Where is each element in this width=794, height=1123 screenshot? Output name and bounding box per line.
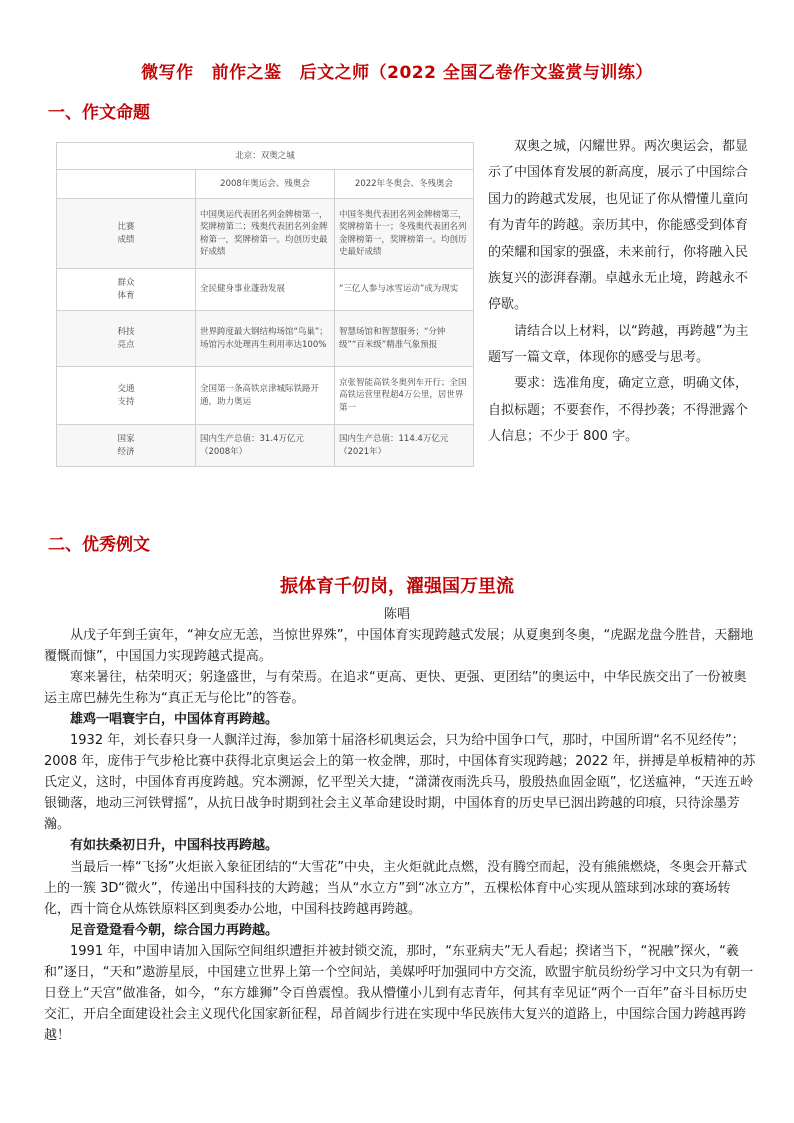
essay-subheading: 雄鸡一唱寰宇白，中国体育再跨越。 — [70, 712, 279, 728]
table-row-results — [57, 199, 474, 269]
table-cell: 京张智能高铁冬奥列车开行；全国高铁运营里程超4万公里，居世界第一 — [335, 367, 474, 425]
table-header-2022: 2022年冬奥会、冬残奥会 — [335, 170, 474, 199]
table-cell: 国内生产总值：114.4万亿元（2021年） — [335, 425, 474, 467]
table-row-technology — [57, 311, 474, 367]
row-label: 群众 体育 — [57, 269, 196, 311]
table-cell: “三亿人参与冰雪运动”成为现实 — [335, 269, 474, 311]
document-title — [0, 58, 794, 83]
essay-subheading: 足音跫跫看今朝，综合国力再跨越。 — [70, 922, 279, 938]
table-row-transport — [57, 367, 474, 425]
section-heading-prompt: 一、作文命题 — [48, 103, 150, 123]
row-label: 交通 支持 — [57, 367, 196, 425]
material-table-image — [56, 142, 474, 467]
prompt-paragraph: 双奥之城，闪耀世界。两次奥运会，都显示了中国体育发展的新高度，展示了中国综合国力的跨越式发展，也见证了你从懵懂儿童向有为青年的跨越。亲历其中，你能感受到体育的荣耀和国家的强盛，未来前行，你将融入民族复兴的澎湃春潮。卓越永无止境，跨越永不停歇。 — [488, 139, 749, 313]
essay-paragraph: 1932 年，刘长春只身一人飘洋过海，参加第十届洛杉矶奥运会，只为给中国争口气，那时，中国所谓“名不见经传”；2008 年，庞伟于气步枪比赛中获得北京奥运会上的第一枚金牌，那时，中国体育实现跨越；2022 年，拼搏是单板精神的苏氏定义，这时，中国体育再度跨越。究本溯源，忆平型关大捷，“潇潇夜雨洗兵马，殷殷热血固金瓯”，忆送瘟神，“天连五岭银锄落，地动三河铁臂摇”，从抗日战争时期到社会主义革命建设时期，中国体育的历史早已洇出跨越的印痕，只待涂墨芳瀚。 — [44, 733, 756, 833]
table-corner-cell — [57, 170, 196, 199]
table-row-mass-sports — [57, 269, 474, 311]
prompt-requirements: 要求：选准角度，确定立意，明确文体，自拟标题；不要套作，不得抄袭；不得泄露个人信息；不少于 800 字。 — [488, 376, 749, 445]
table-cell: 全民健身事业蓬勃发展 — [196, 269, 335, 311]
table-cell: 国内生产总值：31.4万亿元（2008年） — [196, 425, 335, 467]
title-part-2: 前作之鉴 — [211, 63, 282, 83]
table-cell: 中国冬奥代表团名列金牌榜第三，奖牌榜第十一；冬残奥代表团名列金牌榜第一，奖牌榜第一。均创历史最好成绩 — [335, 199, 474, 269]
prompt-text — [488, 134, 750, 451]
table-cell: 世界跨度最大钢结构场馆“鸟巢”；场馆污水处理再生利用率达100% — [196, 311, 335, 367]
table-row-economy — [57, 425, 474, 467]
material-table — [56, 142, 474, 467]
essay-title: 振体育千仞岗，濯强国万里流 — [280, 576, 514, 597]
title-part-3: 后文之师（2022 全国乙卷作文鉴赏与训练） — [299, 63, 653, 83]
table-header-2008: 2008年奥运会、残奥会 — [196, 170, 335, 199]
essay-paragraph: 从戊子年到壬寅年，“神女应无恙，当惊世界殊”，中国体育实现跨越式发展；从夏奥到冬奥，“虎踞龙盘今胜昔，天翻地覆慨而慷”，中国国力实现跨越式提高。 — [44, 628, 754, 665]
section-heading-example: 二、优秀例文 — [48, 535, 150, 555]
row-label: 科技 亮点 — [57, 311, 196, 367]
row-label: 比赛 成绩 — [57, 199, 196, 269]
essay-body — [44, 625, 756, 1046]
essay-author: 陈唱 — [383, 607, 410, 622]
table-cell: 全国第一条高铁京津城际铁路开通，助力奥运 — [196, 367, 335, 425]
table-cell: 智慧场馆和智慧服务；“分钟级”“百米级”精准气象预报 — [335, 311, 474, 367]
prompt-paragraph: 请结合以上材料，以“跨越，再跨越”为主题写一篇文章，体现你的感受与思考。 — [488, 323, 749, 365]
row-label: 国家 经济 — [57, 425, 196, 467]
table-cell: 中国奥运代表团名列金牌榜第一，奖牌榜第二；残奥代表团名列金牌榜第一，奖牌榜第一。均创历史最好成绩 — [196, 199, 335, 269]
essay-paragraph: 1991 年，中国申请加入国际空间组织遭拒并被封锁交流，那时，“东亚病夫”无人看起；揆诸当下，“祝融”探火，“羲和”逐日，“天和”遨游星辰，中国建立世界上第一个空间站，美媒呼吁加强同中方交流，欧盟宇航员纷纷学习中文只为有朝一日登上“天宫”做准备，如今，“东方雄狮”令百兽震惶。我从懵懂小儿到有志青年，何其有幸见证“两个一百年”奋斗目标历史交汇，开启全面建设社会主义现代化国家新征程，昂首阔步行进在实现中华民族伟大复兴的道路上，中国综合国力跨越再跨越！ — [44, 943, 754, 1043]
essay-paragraph: 当最后一棒“飞扬”火炬嵌入象征团结的“大雪花”中央，主火炬就此点燃，没有腾空而起，没有熊熊燃烧，冬奥会开幕式上的一簇 3D“微火”，传递出中国科技的大跨越；当从“水立方”到“冰立方”，五棵松体育中心实现从篮球到冰球的赛场转化，西十筒仓从炼铁原料区到奥委办公地，中国科技跨越再跨越。 — [44, 859, 747, 917]
title-part-1: 微写作 — [141, 63, 194, 83]
essay-paragraph: 寒来暑往，枯荣明灭；躬逢盛世，与有荣焉。在追求“更高、更快、更强、更团结”的奥运中，中华民族交出了一份被奥运主席巴赫先生称为“真正无与伦比”的答卷。 — [44, 670, 747, 707]
essay-subheading: 有如扶桑初日升，中国科技再跨越。 — [70, 838, 279, 854]
table-title: 北京：双奥之城 — [57, 143, 474, 170]
